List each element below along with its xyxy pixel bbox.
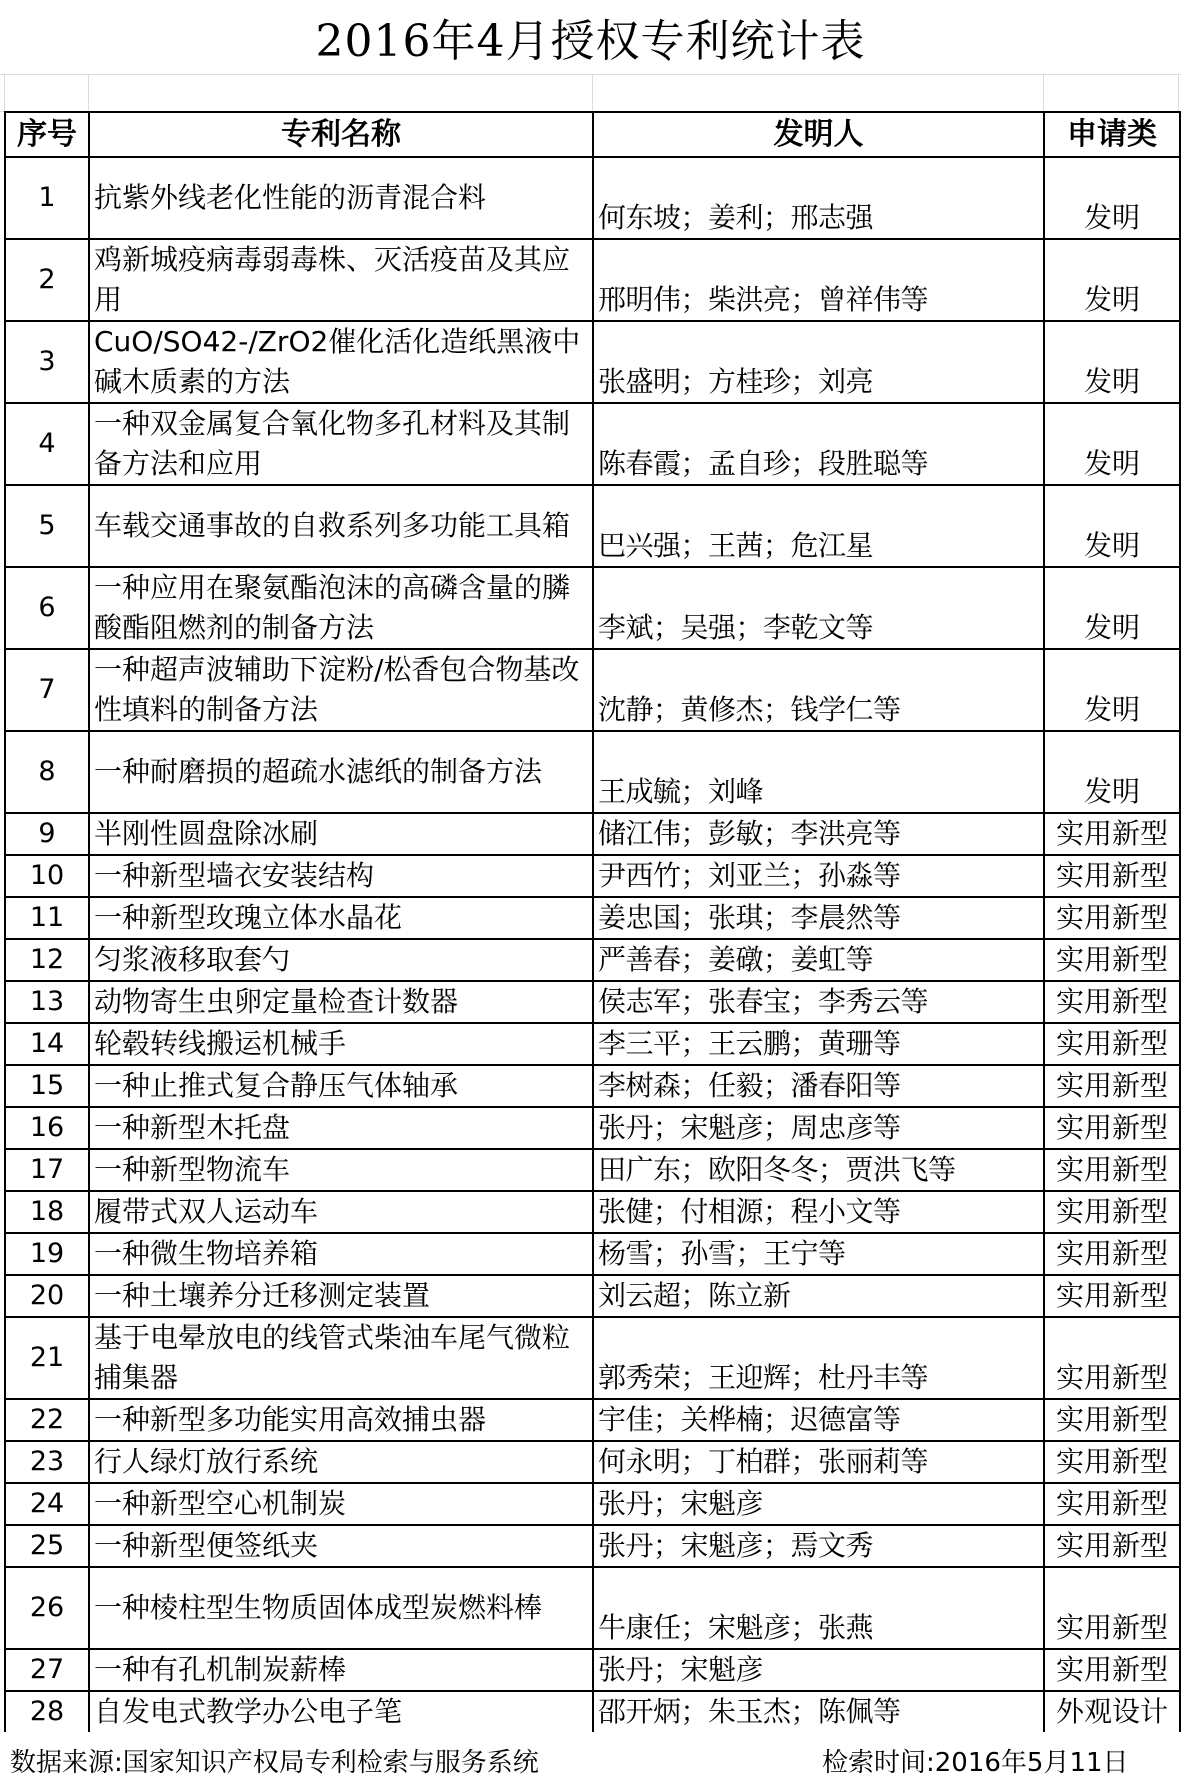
cell-application-type[interactable]: 实用新型 bbox=[1044, 1023, 1180, 1065]
cell-serial-number[interactable]: 25 bbox=[5, 1525, 89, 1567]
cell-patent-name[interactable]: 一种微生物培养箱 bbox=[89, 1233, 593, 1275]
cell-inventors[interactable]: 张健；付相源；程小文等 bbox=[593, 1191, 1044, 1233]
table-row bbox=[5, 1023, 1180, 1065]
cell-patent-name[interactable]: 一种新型空心机制炭 bbox=[89, 1483, 593, 1525]
cell-application-type[interactable]: 实用新型 bbox=[1044, 897, 1180, 939]
header-inventors[interactable]: 发明人 bbox=[593, 112, 1044, 157]
cell-application-type[interactable]: 实用新型 bbox=[1044, 1317, 1180, 1399]
cell-serial-number[interactable]: 9 bbox=[5, 813, 89, 855]
cell-inventors[interactable]: 储江伟；彭敏；李洪亮等 bbox=[593, 813, 1044, 855]
cell-serial-number[interactable]: 26 bbox=[5, 1567, 89, 1649]
footer bbox=[0, 1732, 1181, 1782]
cell-patent-name[interactable]: 行人绿灯放行系统 bbox=[89, 1441, 593, 1483]
table-row bbox=[5, 157, 1180, 239]
cell-patent-name[interactable]: 一种新型木托盘 bbox=[89, 1107, 593, 1149]
cell-patent-name[interactable]: 车载交通事故的自救系列多功能工具箱 bbox=[89, 485, 593, 567]
cell-serial-number[interactable]: 12 bbox=[5, 939, 89, 981]
cell-patent-name[interactable]: 动物寄生虫卵定量检查计数器 bbox=[89, 981, 593, 1023]
header-row bbox=[5, 112, 1180, 157]
cell-patent-name[interactable]: 鸡新城疫病毒弱毒株、灭活疫苗及其应用 bbox=[89, 239, 593, 321]
cell-application-type[interactable]: 发明 bbox=[1044, 157, 1180, 239]
table-row bbox=[5, 813, 1180, 855]
cell-application-type[interactable]: 实用新型 bbox=[1044, 1399, 1180, 1441]
cell-serial-number[interactable]: 14 bbox=[5, 1023, 89, 1065]
cell-patent-name[interactable]: CuO/SO42-/ZrO2催化活化造纸黑液中碱木质素的方法 bbox=[89, 321, 593, 403]
table-row bbox=[5, 1191, 1180, 1233]
cell-serial-number[interactable]: 20 bbox=[5, 1275, 89, 1317]
cell-inventors[interactable]: 宇佳；关桦楠；迟德富等 bbox=[593, 1399, 1044, 1441]
cell-application-type[interactable]: 发明 bbox=[1044, 321, 1180, 403]
header-serial-number[interactable]: 序号 bbox=[5, 112, 89, 157]
cell-application-type[interactable]: 实用新型 bbox=[1044, 981, 1180, 1023]
table-row bbox=[5, 1149, 1180, 1191]
cell-application-type[interactable]: 实用新型 bbox=[1044, 1191, 1180, 1233]
cell-patent-name[interactable]: 抗紫外线老化性能的沥青混合料 bbox=[89, 157, 593, 239]
data-source: 数据来源:国家知识产权局专利检索与服务系统 bbox=[10, 1748, 539, 1778]
cell-serial-number[interactable]: 24 bbox=[5, 1483, 89, 1525]
cell-application-type[interactable]: 发明 bbox=[1044, 649, 1180, 731]
cell-application-type[interactable]: 实用新型 bbox=[1044, 1275, 1180, 1317]
cell-inventors[interactable]: 张丹；宋魁彦；焉文秀 bbox=[593, 1525, 1044, 1567]
cell-application-type[interactable]: 实用新型 bbox=[1044, 1567, 1180, 1649]
patent-table bbox=[4, 111, 1181, 1734]
table-row bbox=[5, 939, 1180, 981]
cell-application-type[interactable]: 发明 bbox=[1044, 567, 1180, 649]
cell-serial-number[interactable]: 3 bbox=[5, 321, 89, 403]
cell-serial-number[interactable]: 13 bbox=[5, 981, 89, 1023]
cell-inventors[interactable]: 王成毓；刘峰 bbox=[593, 731, 1044, 813]
cell-serial-number[interactable]: 27 bbox=[5, 1649, 89, 1691]
cell-application-type[interactable]: 实用新型 bbox=[1044, 1065, 1180, 1107]
cell-serial-number[interactable]: 23 bbox=[5, 1441, 89, 1483]
cell-application-type[interactable]: 发明 bbox=[1044, 239, 1180, 321]
cell-inventors[interactable]: 邵开炳；朱玉杰；陈佩等 bbox=[593, 1691, 1044, 1733]
cell-serial-number[interactable]: 18 bbox=[5, 1191, 89, 1233]
cell-application-type[interactable]: 实用新型 bbox=[1044, 1441, 1180, 1483]
cell-application-type[interactable]: 外观设计 bbox=[1044, 1691, 1180, 1733]
cell-inventors[interactable]: 张丹；宋魁彦 bbox=[593, 1649, 1044, 1691]
cell-inventors[interactable]: 李斌；吴强；李乾文等 bbox=[593, 567, 1044, 649]
cell-inventors[interactable]: 陈春霞；孟自珍；段胜聪等 bbox=[593, 403, 1044, 485]
cell-serial-number[interactable]: 15 bbox=[5, 1065, 89, 1107]
cell-patent-name[interactable]: 一种止推式复合静压气体轴承 bbox=[89, 1065, 593, 1107]
cell-patent-name[interactable]: 一种新型墙衣安装结构 bbox=[89, 855, 593, 897]
header-application-type[interactable]: 申请类 bbox=[1044, 112, 1180, 157]
cell-inventors[interactable]: 李三平；王云鹏；黄珊等 bbox=[593, 1023, 1044, 1065]
table-row bbox=[5, 731, 1180, 813]
cell-application-type[interactable]: 发明 bbox=[1044, 403, 1180, 485]
cell-serial-number[interactable]: 16 bbox=[5, 1107, 89, 1149]
cell-serial-number[interactable]: 6 bbox=[5, 567, 89, 649]
cell-application-type[interactable]: 实用新型 bbox=[1044, 855, 1180, 897]
cell-application-type[interactable]: 实用新型 bbox=[1044, 813, 1180, 855]
cell-serial-number[interactable]: 4 bbox=[5, 403, 89, 485]
cell-patent-name[interactable]: 一种耐磨损的超疏水滤纸的制备方法 bbox=[89, 731, 593, 813]
cell-inventors[interactable]: 沈静；黄修杰；钱学仁等 bbox=[593, 649, 1044, 731]
cell-application-type[interactable]: 发明 bbox=[1044, 731, 1180, 813]
cell-inventors[interactable]: 李树森；任毅；潘春阳等 bbox=[593, 1065, 1044, 1107]
cell-patent-name[interactable]: 匀浆液移取套勺 bbox=[89, 939, 593, 981]
cell-serial-number[interactable]: 2 bbox=[5, 239, 89, 321]
cell-serial-number[interactable]: 19 bbox=[5, 1233, 89, 1275]
cell-inventors[interactable]: 姜忠国；张琪；李晨然等 bbox=[593, 897, 1044, 939]
patent-table-body bbox=[5, 157, 1180, 1733]
cell-serial-number[interactable]: 5 bbox=[5, 485, 89, 567]
cell-application-type[interactable]: 实用新型 bbox=[1044, 1525, 1180, 1567]
table-row bbox=[5, 1275, 1180, 1317]
table-row bbox=[5, 1317, 1180, 1399]
cell-serial-number[interactable]: 22 bbox=[5, 1399, 89, 1441]
cell-application-type[interactable]: 实用新型 bbox=[1044, 1649, 1180, 1691]
cell-inventors[interactable]: 张丹；宋魁彦 bbox=[593, 1483, 1044, 1525]
table-row bbox=[5, 1065, 1180, 1107]
header-patent-name[interactable]: 专利名称 bbox=[89, 112, 593, 157]
table-row bbox=[5, 1107, 1180, 1149]
table-row bbox=[5, 239, 1180, 321]
cell-inventors[interactable]: 何东坡；姜利；邢志强 bbox=[593, 157, 1044, 239]
cell-inventors[interactable]: 侯志军；张春宝；李秀云等 bbox=[593, 981, 1044, 1023]
table-row bbox=[5, 1399, 1180, 1441]
cell-inventors[interactable]: 田广东；欧阳冬冬；贾洪飞等 bbox=[593, 1149, 1044, 1191]
cell-patent-name[interactable]: 半刚性圆盘除冰刷 bbox=[89, 813, 593, 855]
cell-serial-number[interactable]: 1 bbox=[5, 157, 89, 239]
cell-patent-name[interactable]: 一种新型玫瑰立体水晶花 bbox=[89, 897, 593, 939]
retrieval-time: 检索时间:2016年5月11日 bbox=[822, 1748, 1129, 1778]
cell-patent-name[interactable]: 自发电式教学办公电子笔 bbox=[89, 1691, 593, 1733]
table-row bbox=[5, 403, 1180, 485]
table-row bbox=[5, 1483, 1180, 1525]
table-row bbox=[5, 1649, 1180, 1691]
cell-serial-number[interactable]: 7 bbox=[5, 649, 89, 731]
cell-patent-name[interactable]: 轮毂转线搬运机械手 bbox=[89, 1023, 593, 1065]
table-row bbox=[5, 485, 1180, 567]
cell-serial-number[interactable]: 10 bbox=[5, 855, 89, 897]
cell-inventors[interactable]: 牛康任；宋魁彦；张燕 bbox=[593, 1567, 1044, 1649]
table-row bbox=[5, 981, 1180, 1023]
table-row bbox=[5, 1525, 1180, 1567]
sheet-title: 2016年4月授权专利统计表 bbox=[0, 0, 1181, 74]
cell-inventors[interactable]: 张盛明；方桂珍；刘亮 bbox=[593, 321, 1044, 403]
cell-serial-number[interactable]: 8 bbox=[5, 731, 89, 813]
cell-inventors[interactable]: 杨雪；孙雪；王宁等 bbox=[593, 1233, 1044, 1275]
table-row bbox=[5, 897, 1180, 939]
cell-inventors[interactable]: 何永明；丁柏群；张丽莉等 bbox=[593, 1441, 1044, 1483]
cell-inventors[interactable]: 刘云超；陈立新 bbox=[593, 1275, 1044, 1317]
cell-serial-number[interactable]: 28 bbox=[5, 1691, 89, 1733]
cell-patent-name[interactable]: 一种有孔机制炭薪棒 bbox=[89, 1649, 593, 1691]
table-row bbox=[5, 567, 1180, 649]
table-row bbox=[5, 649, 1180, 731]
cell-inventors[interactable]: 邢明伟；柴洪亮；曾祥伟等 bbox=[593, 239, 1044, 321]
cell-patent-name[interactable]: 基于电晕放电的线管式柴油车尾气微粒捕集器 bbox=[89, 1317, 593, 1399]
cell-application-type[interactable]: 实用新型 bbox=[1044, 1483, 1180, 1525]
cell-patent-name[interactable]: 一种双金属复合氧化物多孔材料及其制备方法和应用 bbox=[89, 403, 593, 485]
cell-patent-name[interactable]: 一种超声波辅助下淀粉/松香包合物基改性填料的制备方法 bbox=[89, 649, 593, 731]
cell-inventors[interactable]: 尹西竹；刘亚兰；孙淼等 bbox=[593, 855, 1044, 897]
cell-inventors[interactable]: 郭秀荣；王迎辉；杜丹丰等 bbox=[593, 1317, 1044, 1399]
cell-application-type[interactable]: 实用新型 bbox=[1044, 1233, 1180, 1275]
cell-inventors[interactable]: 巴兴强；王茜；危江星 bbox=[593, 485, 1044, 567]
cell-serial-number[interactable]: 21 bbox=[5, 1317, 89, 1399]
table-row bbox=[5, 1441, 1180, 1483]
cell-application-type[interactable]: 发明 bbox=[1044, 485, 1180, 567]
cell-patent-name[interactable]: 履带式双人运动车 bbox=[89, 1191, 593, 1233]
cell-inventors[interactable]: 张丹；宋魁彦；周忠彦等 bbox=[593, 1107, 1044, 1149]
cell-application-type[interactable]: 实用新型 bbox=[1044, 939, 1180, 981]
cell-patent-name[interactable]: 一种应用在聚氨酯泡沫的高磷含量的膦酸酯阻燃剂的制备方法 bbox=[89, 567, 593, 649]
table-row bbox=[5, 1233, 1180, 1275]
cell-serial-number[interactable]: 17 bbox=[5, 1149, 89, 1191]
cell-inventors[interactable]: 严善春；姜礅；姜虹等 bbox=[593, 939, 1044, 981]
table-row bbox=[5, 321, 1180, 403]
table-row bbox=[5, 1691, 1180, 1733]
cell-patent-name[interactable]: 一种土壤养分迁移测定装置 bbox=[89, 1275, 593, 1317]
cell-application-type[interactable]: 实用新型 bbox=[1044, 1107, 1180, 1149]
cell-serial-number[interactable]: 11 bbox=[5, 897, 89, 939]
table-row bbox=[5, 1567, 1180, 1649]
cell-patent-name[interactable]: 一种新型物流车 bbox=[89, 1149, 593, 1191]
cell-application-type[interactable]: 实用新型 bbox=[1044, 1149, 1180, 1191]
cell-patent-name[interactable]: 一种新型便签纸夹 bbox=[89, 1525, 593, 1567]
cell-patent-name[interactable]: 一种棱柱型生物质固体成型炭燃料棒 bbox=[89, 1567, 593, 1649]
cell-patent-name[interactable]: 一种新型多功能实用高效捕虫器 bbox=[89, 1399, 593, 1441]
table-row bbox=[5, 855, 1180, 897]
